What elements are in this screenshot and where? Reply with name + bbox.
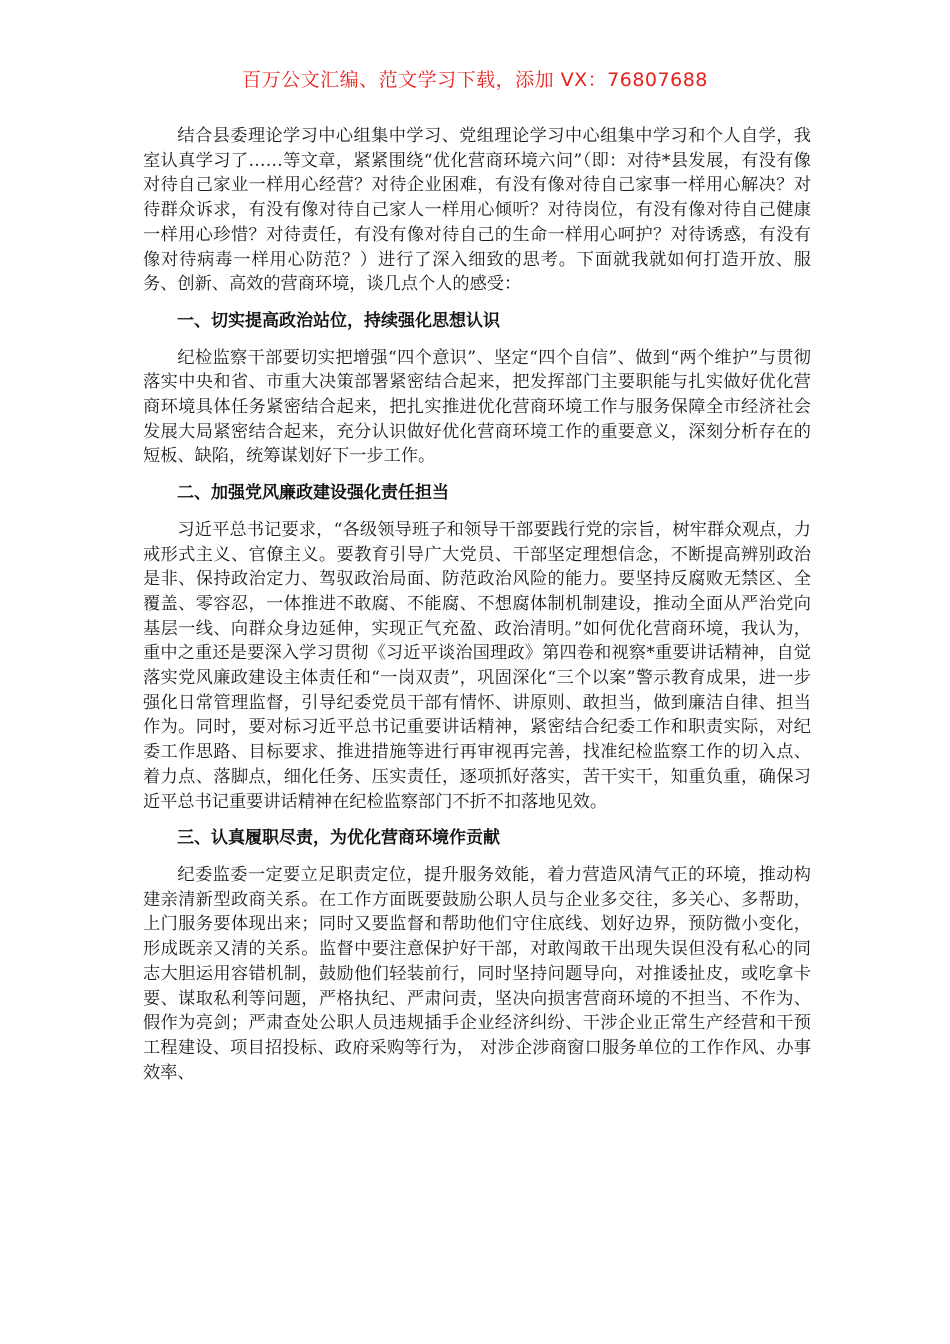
header-banner: 百万公文汇编、范文学习下载，添加 VX：76807688 (242, 69, 708, 91)
document-body (143, 124, 811, 1097)
section-3-body: 纪委监委一定要立足职责定位，提升服务效能，着力营造风清气正的环境，推动构建亲清新型政商关系。在工作方面既要鼓励公职人员与企业多交往，多关心、多帮助，上门服务要体现出来；同时又要监督和帮助他们守住底线、划好边界，预防微小变化，形成既亲又清的关系。监督中要注意保护好干部，对敢闯敢干出现失误但没有私心的同志大胆运用容错机制，鼓励他们轻装前行，同时坚持问题导向，对推诿扯皮，或吃拿卡要、谋取私利等问题，严格执纪、严肃问责，坚决向损害营商环境的不担当、不作为、假作为亮剑；严肃查处公职人员违规插手企业经济纠纷、干涉企业正常生产经营和干预工程建设、项目招投标、政府采购等行为， 对涉企涉商窗口服务单位的工作作风、办事效率、 (143, 864, 811, 1083)
section-1-body: 纪检监察干部要切实把增强“四个意识”、坚定“四个自信”、做到“两个维护”与贯彻落实中央和省、市重大决策部署紧密结合起来，把发挥部门主要职能与扎实做好优化营商环境具体任务紧密结合起来，把扎实推进优化营商环境工作与服务保障全市经济社会发展大局紧密结合起来，充分认识做好优化营商环境工作的重要意义，深刻分析存在的短板、缺陷，统筹谋划好下一步工作。 (143, 347, 811, 467)
intro-paragraph: 结合县委理论学习中心组集中学习、党组理论学习中心组集中学习和个人自学，我室认真学习了……等文章，紧紧围绕“优化营商环境六问”（即：对待*县发展，有没有像对待自己家业一样用心经营？对待企业困难，有没有像对待自己家事一样用心解决？对待群众诉求，有没有像对待自己家人一样用心倾听？对待岗位，有没有像对待自己健康一样用心珍惜？对待责任，有没有像对待自己的生命一样用心呵护？对待诱惑，有没有像对待病毒一样用心防范？）进行了深入细致的思考。下面就我就如何打造开放、服务、创新、高效的营商环境，谈几点个人的感受： (143, 126, 811, 295)
section-2-body: 习近平总书记要求，“各级领导班子和领导干部要践行党的宗旨，树牢群众观点，力戒形式主义、官僚主义。要教育引导广大党员、干部坚定理想信念，不断提高辨别政治是非、保持政治定力、驾驭政治局面、防范政治风险的能力。要坚持反腐败无禁区、全覆盖、零容忍，一体推进不敢腐、不能腐、不想腐体制机制建设，推动全面从严治党向基层一线、向群众身边延伸，实现正气充盈、政治清明。”如何优化营商环境，我认为，重中之重还是要深入学习贯彻《习近平谈治国理政》第四卷和视察*重要讲话精神，自觉落实党风廉政建设主体责任和“一岗双责”，巩固深化“三个以案”警示教育成果，进一步强化日常管理监督，引导纪委党员干部有情怀、讲原则、敢担当，做到廉洁自律、担当作为。同时，要对标习近平总书记重要讲话精神，紧密结合纪委工作和职责实际，对纪委工作思路、目标要求、推进措施等进行再审视再完善，找准纪检监察工作的切入点、着力点、落脚点，细化任务、压实责任，逐项抓好落实，苦干实干，知重负重，确保习近平总书记重要讲话精神在纪检监察部门不折不扣落地见效。 (143, 519, 811, 812)
section-2-heading: 二、加强党风廉政建设强化责任担当 (177, 483, 449, 504)
section-1-heading: 一、切实提高政治站位，持续强化思想认识 (177, 310, 500, 331)
section-3-heading: 三、认真履职尽责，为优化营商环境作贡献 (177, 828, 500, 849)
